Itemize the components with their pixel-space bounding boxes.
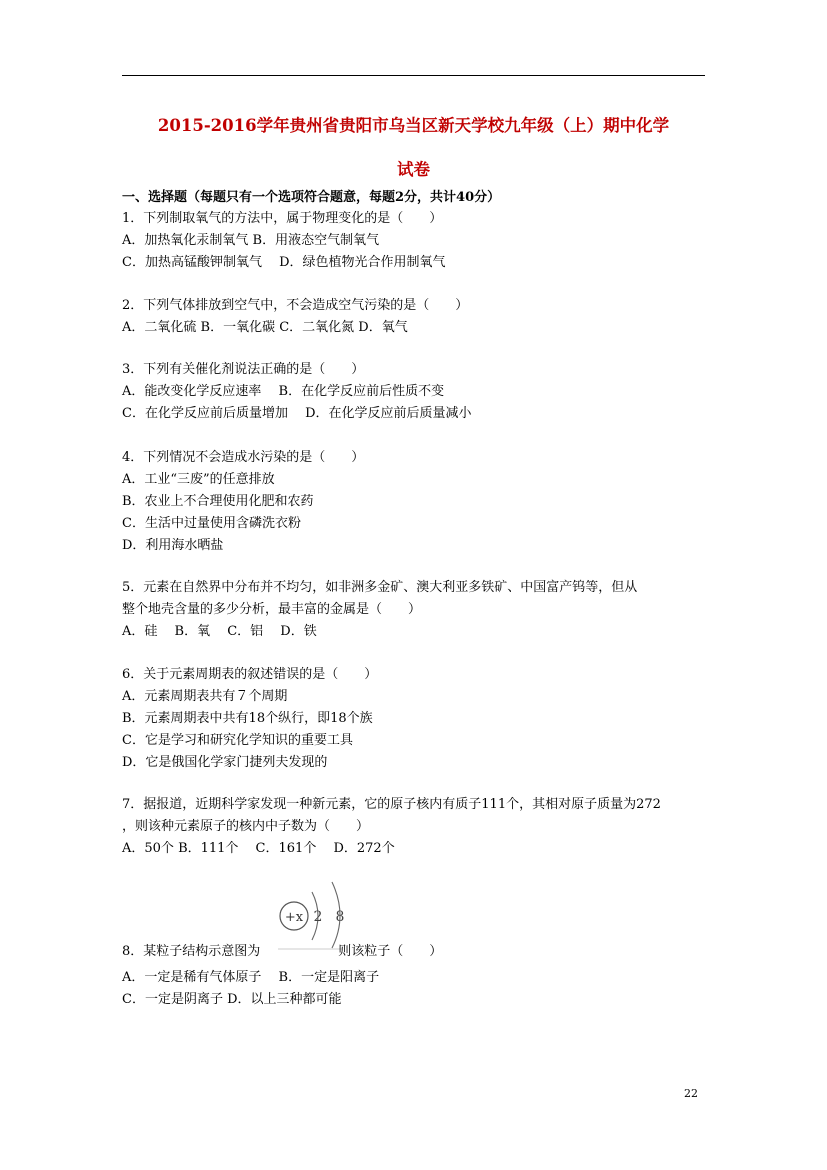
page-title-line-1: 2015-2016学年贵州省贵阳市乌当区新天学校九年级（上）期中化学 [157,116,670,135]
question-3-stem: 3．下列有关催化剂说法正确的是（ ） [122,362,365,377]
question-6-option-b: B．元素周期表中共有18个纵行，即18个族 [122,711,373,726]
question-6-option-a: A．元素周期表共有７个周期 [122,689,288,704]
header-rule [122,75,705,76]
question-5-options-row-1: A．硅 B．氧 C．铝 D．铁 [122,624,317,639]
question-7-stem-line-2: ，则该种元素原子的核内中子数为（ ） [122,819,370,834]
page-title-line-2: 试卷 [397,160,430,179]
question-4-option-a: A．工业“三废”的任意排放 [122,472,275,487]
nucleus-charge-label: +x [284,910,304,925]
shell-1-electron-count: 2 [313,909,323,925]
question-6-stem: 6．关于元素周期表的叙述错误的是（ ） [122,667,378,682]
question-4-stem: 4．下列情况不会造成水污染的是（ ） [122,450,365,465]
page-number: 22 [684,1087,698,1100]
question-1-stem: 1．下列制取氧气的方法中，属于物理变化的是（ ） [122,211,443,226]
question-3-options-row-2: C．在化学反应前后质量增加 D．在化学反应前后质量减小 [122,406,472,421]
shell-2-electron-count: 8 [335,909,344,925]
question-1-options-row-1: A．加热氧化汞制氧气 B．用液态空气制氧气 [122,233,380,248]
question-6-option-c: C．它是学习和研究化学知识的重要工具 [122,733,353,748]
question-2-options-row-1: A．二氧化硫 B．一氧化碳 C．二氧化氮 D．氧气 [122,320,408,335]
section-header: 一、选择题（每题只有一个选项符合题意，每题2分，共计40分） [122,190,501,205]
question-7-options-row-1: A．50个 B．111个 C．161个 D．272个 [122,841,395,856]
question-1-options-row-2: C．加热高锰酸钾制氧气 D．绿色植物光合作用制氧气 [122,255,446,270]
question-6-option-d: D．它是俄国化学家门捷列夫发现的 [122,755,328,770]
question-8-stem: 8．某粒子结构示意图为 则该粒子（ ） [122,944,443,959]
question-4-option-c: C．生活中过量使用含磷洗衣粉 [122,516,301,531]
question-7-stem-line-1: 7．据报道，近期科学家发现一种新元素，它的原子核内有质子111个，其相对原子质量为272 [122,797,661,812]
atomic-structure-diagram [278,878,344,950]
question-3-options-row-1: A．能改变化学反应速率 B．在化学反应前后性质不变 [122,384,445,399]
question-8-options-row-2: C．一定是阴离子 D．以上三种都可能 [122,992,342,1007]
question-4-option-d: D．利用海水晒盐 [122,538,224,553]
question-4-option-b: B．农业上不合理使用化肥和农药 [122,494,314,509]
question-2-stem: 2．下列气体排放到空气中，不会造成空气污染的是（ ） [122,298,469,313]
question-5-stem-line-2: 整个地壳含量的多少分析，最丰富的金属是（ ） [122,602,422,617]
question-8-options-row-1: A．一定是稀有气体原子 B．一定是阳离子 [122,970,380,985]
question-5-stem-line-1: 5．元素在自然界中分布并不均匀，如非洲多金矿、澳大利亚多铁矿、中国富产钨等，但从 [122,580,638,595]
